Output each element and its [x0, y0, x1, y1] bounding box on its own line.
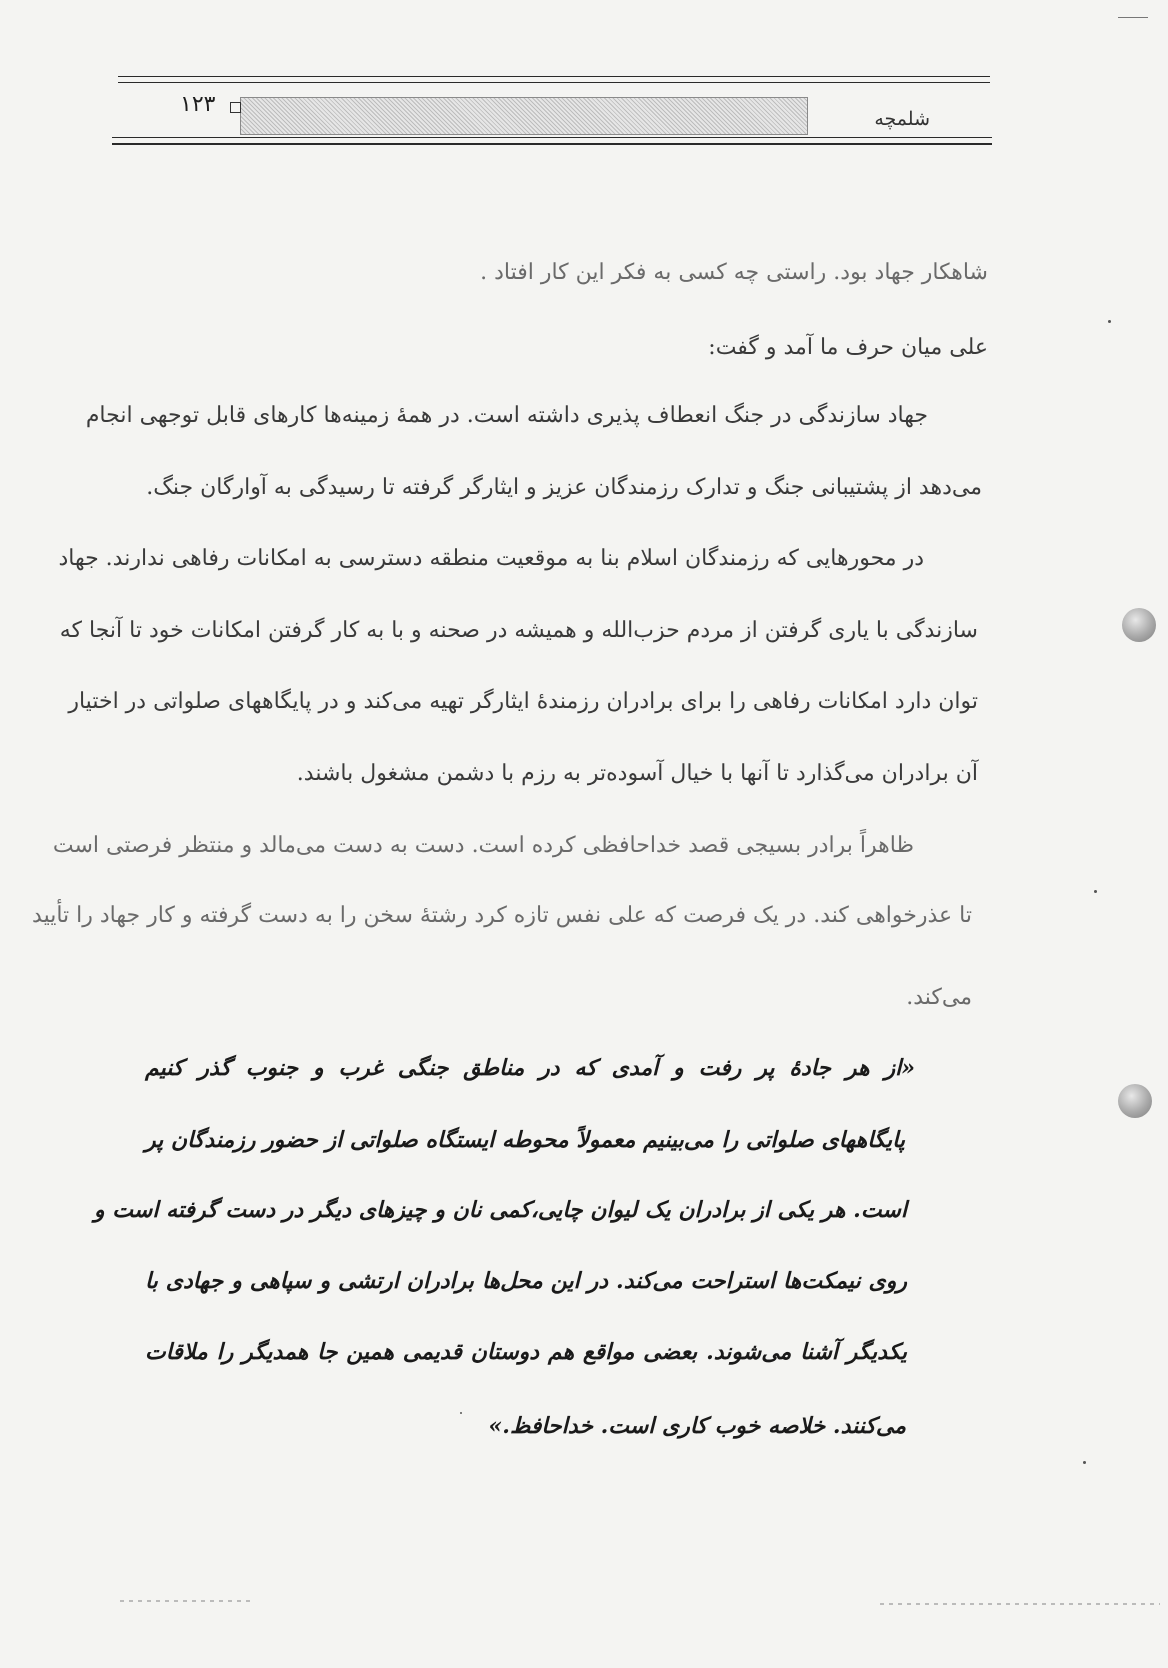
- dust-speck: [460, 1412, 462, 1414]
- paragraph-line: توان دارد امکانات رفاهی را برای برادران رزمندهٔ ایثارگر تهیه می‌کند و در پایگاههای صلواتی در اختیار: [68, 689, 978, 714]
- scan-edge-noise: [120, 1600, 250, 1602]
- quote-line: می‌کنند. خلاصه خوب کاری است. خداحافظ.»: [488, 1413, 906, 1439]
- paragraph-line: سازندگی با یاری گرفتن از مردم حزب‌الله و همیشه در صحنه و با به کار گرفتن امکانات خود تا آنجا که: [59, 618, 978, 643]
- paragraph-line: در محورهایی که رزمندگان اسلام بنا به موقعیت منطقه دسترسی به امکانات رفاهی ندارند. جهاد: [58, 546, 924, 571]
- header-square-icon: [230, 102, 241, 113]
- scan-mark: [1118, 17, 1148, 18]
- header-shaded-band: [240, 97, 808, 135]
- binder-hole: [1118, 1084, 1152, 1118]
- header-top-rule: [118, 76, 990, 77]
- paragraph-line: شاهکار جهاد بود. راستی چه کسی به فکر این کار افتاد .: [480, 260, 988, 285]
- dust-speck: [1083, 1461, 1086, 1464]
- quote-line: یکدیگر آشنا می‌شوند. بعضی مواقع هم دوستان قدیمی همین جا همدیگر را ملاقات: [145, 1339, 907, 1365]
- paragraph-line: می‌دهد از پشتیبانی جنگ و تدارک رزمندگان عزیز و ایثارگر گرفته تا رسیدگی به آوارگان جنگ.: [146, 475, 982, 500]
- paragraph-line: ظاهراً برادر بسیجی قصد خداحافظی کرده است. دست به دست می‌مالد و منتظر فرصتی است: [52, 833, 914, 858]
- quote-line: «از هر جادهٔ پر رفت و آمدی که در مناطق جنگی غرب و جنوب گذر کنیم: [145, 1055, 915, 1081]
- header-bottom-rule: [112, 137, 992, 138]
- header-bottom-rule-thick: [112, 143, 992, 145]
- dust-speck: [1108, 320, 1111, 323]
- quote-line: است. هر یکی از برادران یک لیوان چایی،کمی نان و چیزهای دیگر در دست گرفته است و: [94, 1197, 907, 1223]
- paragraph-line: علی میان حرف ما آمد و گفت:: [708, 335, 988, 360]
- quote-line: پایگاههای صلواتی را می‌بینیم معمولاً محوطه ایستگاه صلواتی از حضور رزمندگان پر: [145, 1127, 905, 1153]
- scan-edge-noise: [880, 1603, 1160, 1605]
- binder-hole: [1122, 608, 1156, 642]
- paragraph-line: جهاد سازندگی در جنگ انعطاف پذیری داشته است. در همهٔ زمینه‌ها کارهای قابل توجهی انجام: [85, 403, 928, 428]
- paragraph-line: آن برادران می‌گذارد تا آنها با خیال آسوده‌تر به رزم با دشمن مشغول باشند.: [296, 761, 978, 786]
- paragraph-line: می‌کند.: [906, 985, 972, 1010]
- page-number: ۱۲۳: [180, 92, 216, 117]
- quote-line: روی نیمکت‌ها استراحت می‌کند. در این محل‌ها برادران ارتشی و سپاهی و جهادی با: [145, 1268, 907, 1294]
- header-top-rule-inner: [118, 82, 990, 83]
- running-head: شلمچه: [874, 108, 930, 130]
- paragraph-line: تا عذرخواهی کند. در یک فرصت که علی نفس تازه کرد رشتهٔ سخن را به دست گرفته و کار جهاد را تأیید: [32, 903, 972, 928]
- dust-speck: [1094, 890, 1097, 893]
